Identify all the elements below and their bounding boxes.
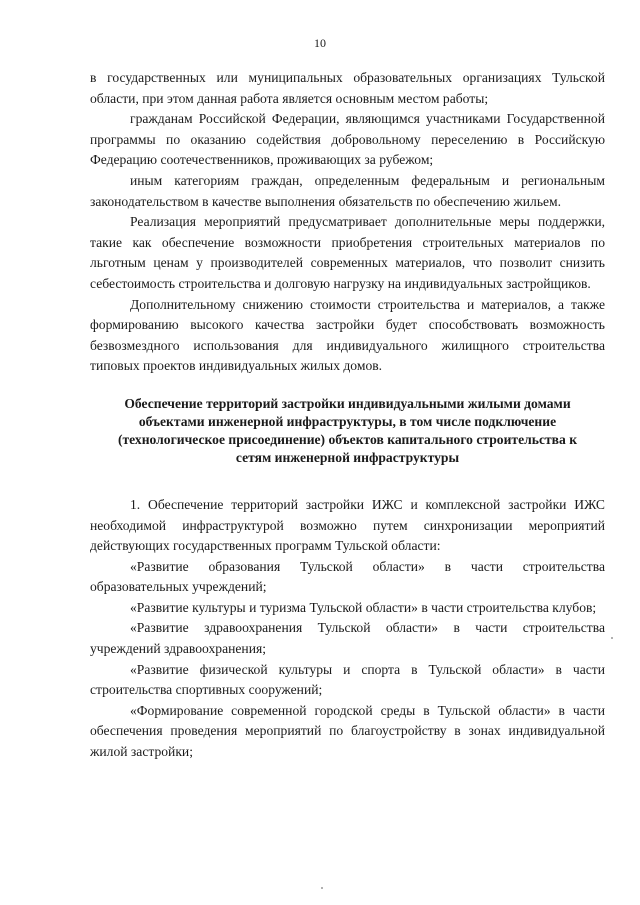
paragraph-continuation: в государственных или муниципальных образовательных организациях Тульской области, при этом данная работа является основным местом работы; (90, 70, 605, 106)
page-number: 10 (314, 36, 326, 50)
list-item-healthcare: «Развитие здравоохранения Тульской области» в части строительства учреждений здравоохранения; (90, 620, 605, 657)
list-item-sport: «Развитие физической культуры и спорта в Тульской области» в части строительства спортивных сооружений; (90, 661, 605, 698)
paragraph-support-measures: Реализация мероприятий предусматривает дополнительные меры поддержки, такие как обеспечение возможности приобретения строительных материалов по льготным ценам у производителей современных материалов, что позволит снизить себестоимость строительства и долговую нагрузку на индивидуальных застройщиков. (90, 214, 605, 291)
paragraph-infrastructure-intro: 1. Обеспечение территорий застройки ИЖС и комплексной застройки ИЖС необходимой инфраструктурой возможно путем синхронизации мероприятий действующих государственных программ Тульской области: (90, 496, 605, 554)
paragraph-other-categories: иным категориям граждан, определенным федеральным и региональным законодательством в качестве выполнения обязательств по обеспечению жильем. (90, 172, 605, 209)
list-item-education: «Развитие образования Тульской области» в части строительства образовательных учреждений; (90, 558, 605, 595)
scan-speck (321, 887, 323, 889)
paragraph-compatriots: гражданам Российской Федерации, являющимся участниками Государственной программы по оказанию содействия добровольному переселению в Российскую Федерацию соотечественников, проживающих за рубежом; (90, 111, 605, 168)
section-heading: Обеспечение территорий застройки индивидуальными жилыми домами объектами инженерной инфраструктуры, в том числе подключение (технологическое присоединение) объектов капитального строительства к сетям инженерной инфраструктуры (117, 395, 578, 465)
scan-speck (611, 637, 613, 639)
list-item-urban-environment: «Формирование современной городской среды в Тульской области» в части обеспечения проведения мероприятий по благоустройству в зонах индивидуальной жилой застройки; (90, 702, 605, 760)
paragraph-cost-reduction: Дополнительному снижению стоимости строительства и материалов, а также формированию высокого качества застройки будет способствовать возможность безвозмездного использования для индивидуального жилищного строительства типовых проектов индивидуальных жилых домов. (90, 296, 605, 374)
document-body (90, 68, 605, 763)
list-item-culture: «Развитие культуры и туризма Тульской области» в части строительства клубов; (130, 599, 597, 615)
